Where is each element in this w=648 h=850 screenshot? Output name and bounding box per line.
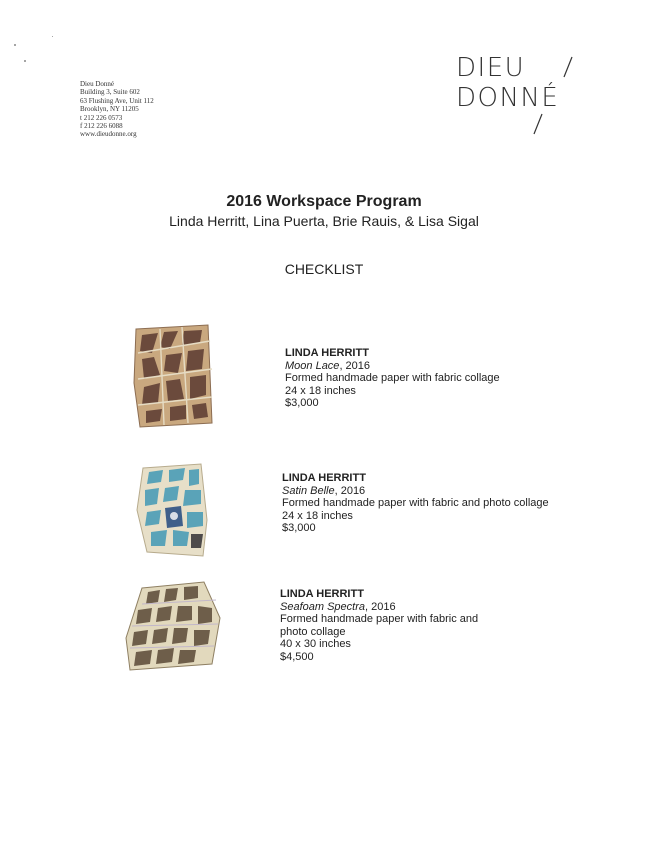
checklist-entry xyxy=(285,347,500,410)
work-price: $3,000 xyxy=(285,397,319,410)
work-title-line xyxy=(285,360,500,373)
address-line: t 212 226 0573 xyxy=(80,113,123,122)
scan-speck xyxy=(24,60,26,62)
work-medium: Formed handmade paper with fabric and photo collage xyxy=(282,497,549,510)
address-line: Brooklyn, NY 11205 xyxy=(80,105,139,114)
work-medium: Formed handmade paper with fabric collage xyxy=(285,372,500,385)
artwork-image-moon-lace xyxy=(130,323,215,431)
work-price: $4,500 xyxy=(280,650,314,663)
work-medium: photo collage xyxy=(280,625,346,638)
work-medium: Formed handmade paper with fabric and xyxy=(280,613,479,626)
work-year: , 2016 xyxy=(365,600,396,613)
work-dimensions: 40 x 30 inches xyxy=(280,638,351,651)
scan-speck xyxy=(14,44,16,46)
address-line: 63 Flushing Ave, Unit 112 xyxy=(80,96,154,105)
artist-name: LINDA HERRITT xyxy=(282,472,366,484)
artwork-image-satin-belle xyxy=(133,460,213,560)
artist-name: LINDA HERRITT xyxy=(285,347,369,359)
letterhead-address xyxy=(80,80,154,139)
scan-speck xyxy=(52,36,53,37)
work-year: , 2016 xyxy=(334,484,366,497)
logo-slashes xyxy=(454,52,584,138)
checklist-entry xyxy=(280,588,478,664)
work-title-line xyxy=(282,485,549,498)
work-dimensions: 24 x 18 inches xyxy=(285,384,356,397)
address-line: Building 3, Suite 602 xyxy=(80,88,140,97)
section-heading: CHECKLIST xyxy=(284,261,364,277)
logo-word-donne: DONNÉ xyxy=(456,83,560,113)
artist-name: LINDA HERRITT xyxy=(280,588,364,600)
checklist-entry xyxy=(282,472,549,535)
work-title-line xyxy=(280,601,478,614)
logo-word-dieu: DIEU xyxy=(456,53,526,83)
artists-subtitle: Linda Herritt, Lina Puerta, Brie Rauis, & Lisa Sigal xyxy=(169,213,479,229)
address-line: Dieu Donné xyxy=(80,80,115,88)
work-title: Satin Belle xyxy=(282,484,335,497)
artwork-image-seafoam-spectra xyxy=(122,578,224,673)
work-dimensions: 24 x 18 inches xyxy=(282,509,353,522)
address-line: f 212 226 6088 xyxy=(80,122,123,131)
website-line: www.dieudonne.org xyxy=(80,130,137,139)
work-title: Moon Lace xyxy=(285,359,340,372)
page-title: 2016 Workspace Program xyxy=(226,193,422,210)
work-price: $3,000 xyxy=(282,522,316,535)
dieu-donne-logo xyxy=(454,52,584,138)
work-title: Seafoam Spectra xyxy=(280,600,365,613)
work-year: , 2016 xyxy=(339,359,371,372)
